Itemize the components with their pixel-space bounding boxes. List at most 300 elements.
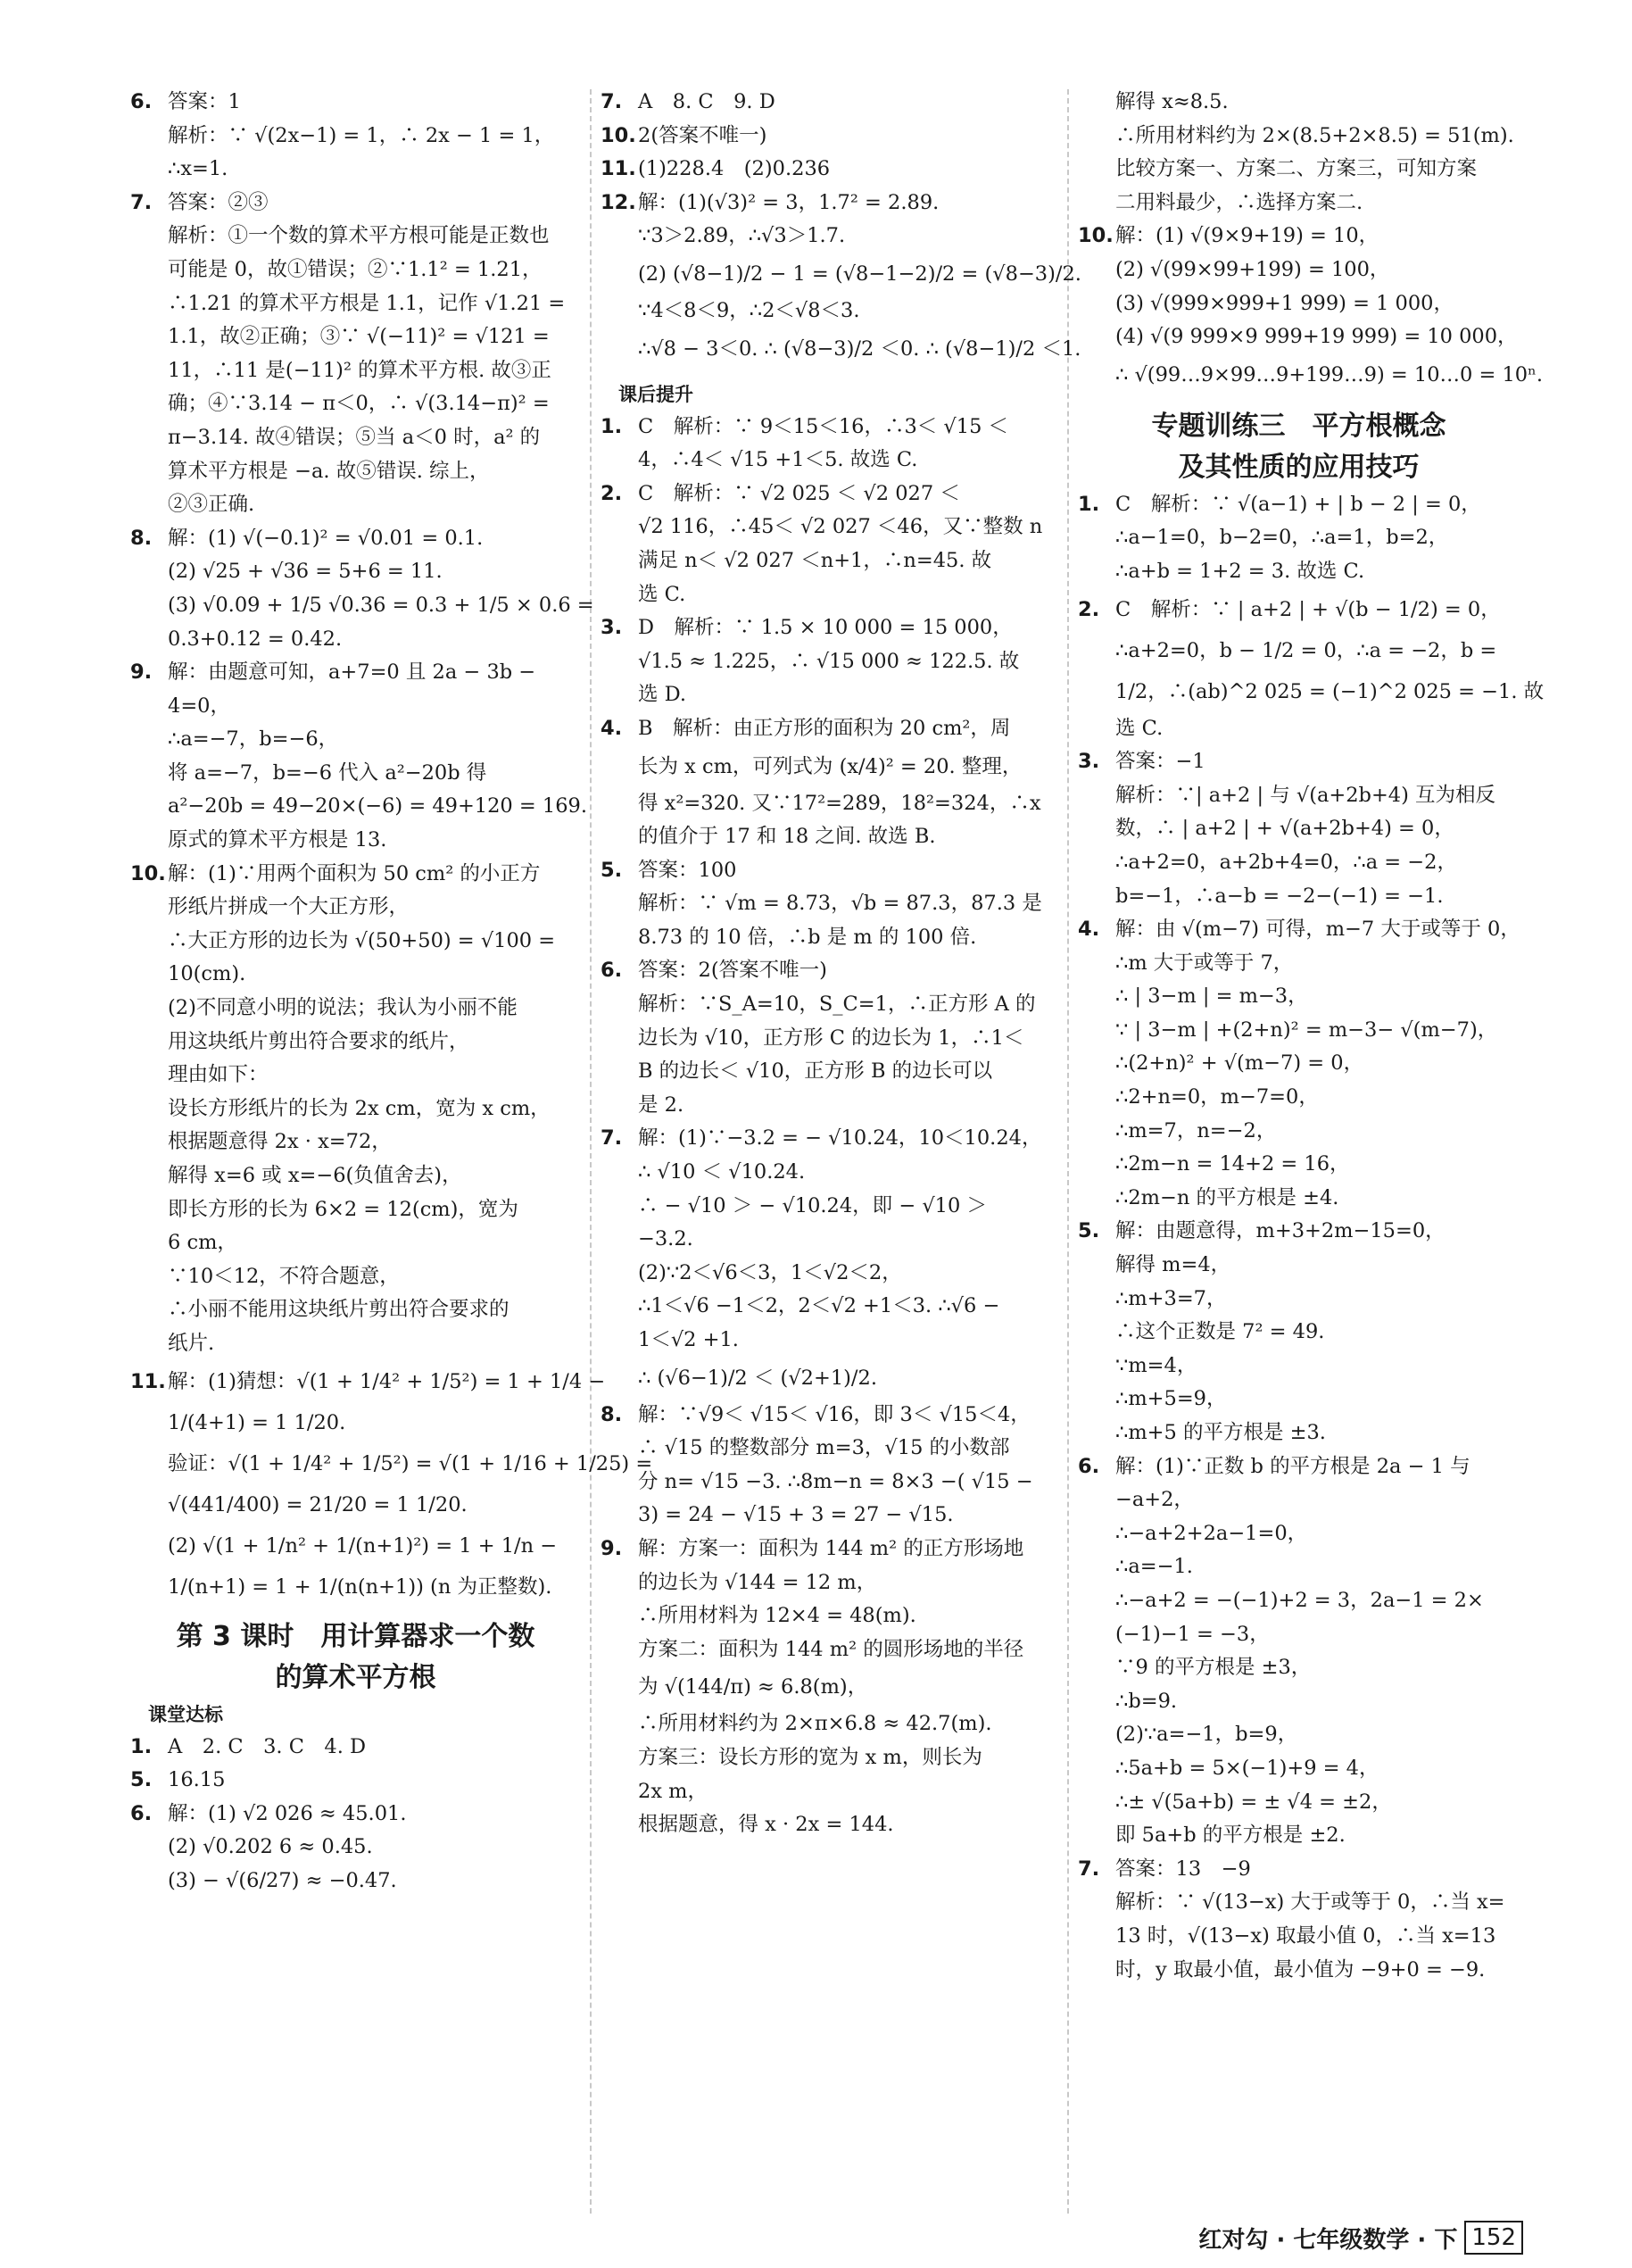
line-text: 原式的算术平方根是 13. xyxy=(168,828,387,852)
answer-line xyxy=(601,820,1060,854)
answer-line xyxy=(601,678,1060,712)
line-text: 解：(1)猜想：√(1 + 1/4² + 1/5²) = 1 + 1/4 − xyxy=(168,1369,606,1393)
column-1 xyxy=(130,86,653,1898)
answer-line xyxy=(1078,1316,1520,1350)
line-text: (3) √0.09 + 1/5 √0.36 = 0.3 + 1/5 × 0.6 = xyxy=(168,593,594,617)
answer-line xyxy=(1078,1786,1520,1820)
line-text: C 解析：∵ 9＜15＜16，∴3＜ √15 ＜ xyxy=(638,414,1009,438)
answer-line xyxy=(1078,187,1520,220)
line-text: (2)∵2＜√6＜3，1＜√2＜2， xyxy=(638,1260,902,1284)
question-number: 2. xyxy=(601,481,623,505)
answer-line xyxy=(1078,320,1520,354)
line-text: ∴ (√6−1)/2 ＜ (√2+1)/2. xyxy=(638,1366,877,1390)
line-text: ∴a=−7，b=−6， xyxy=(168,727,339,752)
line-text: A 8. C 9. D xyxy=(638,90,775,113)
question-number: 7. xyxy=(130,190,153,214)
answer-line xyxy=(130,1525,581,1566)
answer-line xyxy=(1078,1550,1520,1584)
answer-line xyxy=(130,1026,581,1059)
question-number: 6. xyxy=(601,959,623,983)
line-text: 确；④∵3.14 − π＜0，∴ √(3.14−π)² = xyxy=(168,392,550,416)
line-text: 解：(1)(√3)² = 3，1.7² = 2.89. xyxy=(638,190,940,214)
line-text: 时，y 取最小值，最小值为 −9+0 = −9. xyxy=(1115,1957,1486,1981)
line-text: ∴b=9. xyxy=(1115,1689,1178,1713)
answer-line xyxy=(130,1484,581,1525)
line-text: 4=0， xyxy=(168,694,230,718)
answer-line xyxy=(130,1193,581,1227)
question-line xyxy=(1078,913,1520,947)
line-text: ∴m+3=7， xyxy=(1115,1286,1227,1310)
answer-line xyxy=(601,1324,1060,1358)
question-number: 2. xyxy=(1078,597,1100,621)
answer-line xyxy=(130,992,581,1026)
column-2 xyxy=(601,86,1081,1842)
question-line xyxy=(601,187,1060,220)
question-line xyxy=(1078,589,1520,630)
answer-line xyxy=(130,455,581,489)
question-number: 5. xyxy=(601,858,623,882)
line-text: ∵ | 3−m | +(2+n)² = m−3− √(m−7)， xyxy=(1115,1018,1498,1042)
line-text: 可能是 0，故①错误；②∵1.1² = 1.21， xyxy=(168,257,543,281)
question-line xyxy=(601,478,1060,511)
answer-line xyxy=(601,1089,1060,1123)
line-text: 得 x²=320. 又∵17²=289，18²=324，∴x xyxy=(638,791,1041,815)
line-text: (−1)−1 = −3， xyxy=(1115,1622,1270,1646)
question-line xyxy=(601,411,1060,444)
answer-line xyxy=(601,328,1081,370)
line-text: 为 √(144/π) ≈ 6.8(m)， xyxy=(638,1675,868,1699)
line-text: ∴ √10 ＜ √10.24. xyxy=(638,1160,806,1184)
question-number: 1. xyxy=(1078,492,1100,516)
line-text: 2x m， xyxy=(638,1779,708,1803)
line-text: 方案二：面积为 144 m² 的圆形场地的半径 xyxy=(638,1637,1024,1661)
answer-line xyxy=(601,1499,1060,1533)
answer-line xyxy=(601,1466,1060,1500)
question-number: 8. xyxy=(601,1402,623,1426)
answer-line xyxy=(130,1293,581,1327)
line-text: 验证：√(1 + 1/4² + 1/5²) = √(1 + 1/16 + 1/25) = xyxy=(168,1451,653,1475)
line-text: (4) √(9 999×9 999+19 999) = 10 000， xyxy=(1115,325,1518,349)
line-text: ∴m+5=9， xyxy=(1115,1387,1227,1411)
answer-line xyxy=(601,511,1060,544)
answer-line xyxy=(130,120,581,154)
question-number: 11. xyxy=(601,157,636,181)
line-text: 2(答案不唯一) xyxy=(638,123,767,147)
line-text: ∵3＞2.89，∴√3＞1.7. xyxy=(638,224,846,248)
answer-line xyxy=(1078,880,1520,914)
answer-line xyxy=(1078,354,1543,395)
line-text: π−3.14. 故④错误；⑤当 a＜0 时，a² 的 xyxy=(168,425,541,449)
answer-line xyxy=(1078,1920,1520,1954)
answer-line xyxy=(601,787,1060,821)
question-line xyxy=(601,854,1060,888)
line-text: (3) − √(6/27) ≈ −0.47. xyxy=(168,1868,397,1892)
answer-line xyxy=(130,1260,581,1294)
line-text: ∴所用材料为 12×4 = 48(m). xyxy=(638,1604,916,1628)
answer-line xyxy=(601,1432,1060,1466)
line-text: 解：(1) √2 026 ≈ 45.01. xyxy=(168,1801,407,1825)
line-text: 答案：100 xyxy=(638,858,737,882)
line-text: 选 C. xyxy=(1115,716,1164,740)
line-text: ∴2m−n 的平方根是 ±4. xyxy=(1115,1185,1339,1209)
question-line xyxy=(601,712,1060,746)
answer-line xyxy=(130,958,581,992)
line-text: ∴大正方形的边长为 √(50+50) = √100 = xyxy=(168,928,556,952)
line-text: a²−20b = 49−20×(−6) = 49+120 = 169. xyxy=(168,794,588,818)
column-3 xyxy=(1078,86,1545,1987)
question-number: 9. xyxy=(601,1536,623,1560)
line-text: C 解析：∵ √(a−1) + | b − 2 | = 0， xyxy=(1115,492,1481,516)
line-text: 解：由 √(m−7) 可得，m−7 大于或等于 0， xyxy=(1115,918,1520,942)
line-text: 解析：∵ √(2x−1) = 1，∴ 2x − 1 = 1， xyxy=(168,123,555,147)
answer-line xyxy=(1078,1685,1520,1719)
question-line xyxy=(130,656,581,690)
answer-line xyxy=(1078,1115,1520,1149)
line-text: ∴a+2=0，b − 1/2 = 0，∴a = −2，b = xyxy=(1115,638,1497,662)
answer-line xyxy=(130,287,581,321)
line-text: 13 时，√(13−x) 取最小值 0，∴当 x=13 xyxy=(1115,1923,1496,1948)
line-text: 1/2，∴(ab)^2 025 = (−1)^2 025 = −1. 故 xyxy=(1115,679,1545,703)
line-text: ②③正确. xyxy=(168,493,255,517)
line-text: 解：(1) √(9×9+19) = 10， xyxy=(1115,224,1379,248)
answer-line xyxy=(1078,1954,1520,1988)
question-line xyxy=(601,86,1060,120)
question-number: 10. xyxy=(130,861,166,885)
line-text: √1.5 ≈ 1.225，∴ √15 000 ≈ 122.5. 故 xyxy=(638,649,1020,673)
line-text: ∵4＜8＜9，∴2＜√8＜3. xyxy=(638,298,860,322)
line-text: (2) √(1 + 1/n² + 1/(n+1)²) = 1 + 1/n − xyxy=(168,1533,558,1558)
answer-line xyxy=(1078,980,1520,1014)
line-text: 形纸片拼成一个大正方形， xyxy=(168,895,410,919)
line-text: 分 n= √15 −3. ∴8m−n = 8×3 −( √15 − xyxy=(638,1469,1033,1493)
answer-line xyxy=(1078,1047,1520,1081)
line-text: 11，∴11 是(−11)² 的算术平方根. 故③正 xyxy=(168,358,551,382)
question-number: 7. xyxy=(1078,1857,1100,1881)
answer-line xyxy=(601,746,1060,787)
line-text: 6 cm， xyxy=(168,1231,237,1255)
line-text: ∴√8 − 3＜0. ∴ (√8−3)/2 ＜0. ∴ (√8−1)/2 ＜1. xyxy=(638,336,1081,361)
line-text: (2) √25 + √36 = 5+6 = 11. xyxy=(168,560,443,584)
line-text: ∴这个正数是 7² = 49. xyxy=(1115,1320,1325,1344)
answer-line xyxy=(130,757,581,791)
question-line xyxy=(130,522,581,556)
answer-line xyxy=(130,723,581,757)
line-text: ∴−a+2+2a−1=0， xyxy=(1115,1521,1308,1545)
line-text: 解：方案一：面积为 144 m² 的正方形场地 xyxy=(638,1536,1024,1560)
answer-line xyxy=(130,925,581,959)
line-text: 解：(1)∵−3.2 = − √10.24，10＜10.24， xyxy=(638,1126,1042,1151)
line-text: 纸片. xyxy=(168,1331,215,1355)
line-text: (2) √(99×99+199) = 100， xyxy=(1115,257,1390,281)
line-text: 16.15 xyxy=(168,1768,226,1792)
line-text: 答案：−1 xyxy=(1115,750,1205,774)
line-text: 答案：②③ xyxy=(168,190,269,214)
question-number: 10. xyxy=(601,123,636,147)
line-text: D 解析：∵ 1.5 × 10 000 = 15 000， xyxy=(638,616,1013,640)
line-text: 用这块纸片剪出符合要求的纸片， xyxy=(168,1029,469,1053)
answer-line xyxy=(130,1402,581,1443)
line-text: 解析：①一个数的算术平方根可能是正数也 xyxy=(168,224,550,248)
answer-line xyxy=(1078,1584,1520,1618)
line-text: 算术平方根是 −a. 故⑤错误. 综上， xyxy=(168,459,490,483)
question-line xyxy=(130,858,581,892)
question-number: 4. xyxy=(1078,918,1100,942)
answer-line xyxy=(130,1092,581,1126)
answer-line xyxy=(1078,1283,1520,1317)
answer-line xyxy=(1078,812,1520,846)
page-footer xyxy=(1198,2221,1523,2255)
question-number: 4. xyxy=(601,716,623,740)
question-number: 11. xyxy=(130,1369,166,1393)
line-text: ∴m=7，n=−2， xyxy=(1115,1118,1277,1142)
answer-line xyxy=(1078,555,1520,589)
line-text: ∴小丽不能用这块纸片剪出符合要求的 xyxy=(168,1298,509,1322)
line-text: 解得 m=4， xyxy=(1115,1253,1231,1277)
line-text: ∴5a+b = 5×(−1)+9 = 4， xyxy=(1115,1756,1379,1780)
answer-line xyxy=(130,555,581,589)
question-line xyxy=(1078,220,1520,253)
topic-title xyxy=(1078,406,1520,488)
question-line xyxy=(601,1399,1060,1433)
answer-line xyxy=(1078,86,1520,120)
answer-line xyxy=(601,645,1060,679)
line-text: 是 2. xyxy=(638,1092,684,1117)
answer-line xyxy=(601,988,1060,1022)
line-text: 根据题意，得 x · 2x = 144. xyxy=(638,1813,894,1837)
column-divider-2 xyxy=(1067,89,1069,2214)
answer-line xyxy=(601,544,1060,578)
answer-line xyxy=(601,1055,1060,1089)
topic-title-line-2: 及其性质的应用技巧 xyxy=(1178,451,1420,483)
line-text: 10(cm). xyxy=(168,962,246,986)
answer-line xyxy=(1078,1752,1520,1786)
line-text: 1.1，故②正确；③∵ √(−11)² = √121 = xyxy=(168,325,550,349)
question-number: 6. xyxy=(130,1801,153,1825)
answer-line xyxy=(601,578,1060,612)
answer-line xyxy=(1078,1819,1520,1853)
question-number: 1. xyxy=(601,414,623,438)
answer-line xyxy=(601,1666,1060,1707)
answer-line xyxy=(130,220,581,253)
lesson-title xyxy=(130,1616,581,1699)
answer-line xyxy=(130,1059,581,1092)
answer-line xyxy=(1078,712,1520,746)
question-number: 9. xyxy=(130,660,153,685)
answer-line xyxy=(1078,1081,1520,1115)
line-text: ∵m=4， xyxy=(1115,1353,1197,1377)
line-text: 解析：∵ √m = 8.73，√b = 87.3，87.3 是 xyxy=(638,892,1042,916)
line-text: B 解析：由正方形的面积为 20 cm²，周 xyxy=(638,716,1011,740)
line-text: ∴1.21 的算术平方根是 1.1，记作 √1.21 = xyxy=(168,291,566,315)
line-text: 数，∴ | a+2 | + √(a+2b+4) = 0， xyxy=(1115,817,1454,841)
answer-line xyxy=(1078,630,1520,671)
line-text: (1)228.4 (2)0.236 xyxy=(638,157,831,181)
line-text: ∴2+n=0，m−7=0， xyxy=(1115,1085,1319,1109)
section-heading: 课后提升 xyxy=(601,378,1060,411)
question-line xyxy=(130,1764,581,1798)
answer-line xyxy=(601,1808,1060,1842)
answer-line xyxy=(601,1566,1060,1600)
line-text: ∴m+5 的平方根是 ±3. xyxy=(1115,1421,1326,1444)
answer-line xyxy=(1078,1886,1520,1920)
lesson-title-line-1: 第 3 课时 用计算器求一个数 xyxy=(176,1620,535,1652)
line-text: 的边长为 √144 = 12 m， xyxy=(638,1570,877,1594)
question-number: 5. xyxy=(130,1768,153,1792)
line-text: B 的边长＜ √10，正方形 B 的边长可以 xyxy=(638,1059,993,1084)
line-text: 解得 x≈8.5. xyxy=(1115,90,1229,113)
line-text: ∴a=−1. xyxy=(1115,1555,1193,1579)
answer-line xyxy=(130,824,581,858)
answer-line xyxy=(1078,521,1520,555)
answer-line xyxy=(1078,1182,1520,1216)
line-text: 8.73 的 10 倍，∴b 是 m 的 100 倍. xyxy=(638,925,977,949)
answer-line xyxy=(601,921,1060,955)
question-line xyxy=(601,120,1060,154)
answer-line xyxy=(1078,1618,1520,1652)
lesson-title-line-2: 的算术平方根 xyxy=(275,1661,436,1693)
line-text: 1＜√2 +1. xyxy=(638,1328,739,1351)
question-number: 7. xyxy=(601,1126,623,1151)
line-text: 将 a=−7，b=−6 代入 a²−20b 得 xyxy=(168,760,487,785)
answer-line xyxy=(130,153,581,187)
answer-line xyxy=(1078,1383,1520,1416)
line-text: ∴x=1. xyxy=(168,157,228,181)
answer-line xyxy=(601,887,1060,921)
line-text: ∴1＜√6 −1＜2，2＜√2 +1＜3. ∴√6 − xyxy=(638,1294,1000,1318)
line-text: −a+2， xyxy=(1115,1488,1194,1512)
answer-line xyxy=(130,1443,653,1484)
question-line xyxy=(1078,488,1520,522)
answer-line xyxy=(130,421,581,455)
question-number: 6. xyxy=(130,90,153,113)
question-number: 10. xyxy=(1078,224,1114,248)
answer-line xyxy=(601,1156,1060,1190)
line-text: ∴所用材料约为 2×(8.5+2×8.5) = 51(m). xyxy=(1115,123,1514,147)
line-text: 根据题意得 2x · x=72， xyxy=(168,1130,392,1154)
answer-line xyxy=(130,320,581,354)
line-text: b=−1，∴a−b = −2−(−1) = −1. xyxy=(1115,884,1444,908)
line-text: 二用料最少，∴选择方案二. xyxy=(1115,190,1363,214)
question-number: 8. xyxy=(130,526,153,550)
answer-line xyxy=(1078,1718,1520,1752)
answer-line xyxy=(1078,1517,1520,1551)
line-text: 解析：∵| a+2 | 与 √(a+2b+4) 互为相反 xyxy=(1115,783,1496,807)
line-text: (3) √(999×999+1 999) = 1 000， xyxy=(1115,291,1454,315)
line-text: ∴ √(99…9×99…9+199…9) = 10…0 = 10ⁿ. xyxy=(1115,362,1543,386)
answer-line xyxy=(1078,153,1520,187)
answer-line xyxy=(601,1599,1060,1633)
line-text: ∴a+b = 1+2 = 3. 故选 C. xyxy=(1115,559,1365,583)
answer-line xyxy=(130,1327,581,1361)
answer-line xyxy=(130,1126,581,1159)
topic-title-line-1: 专题训练三 平方根概念 xyxy=(1151,410,1446,442)
line-text: ∴± √(5a+b) = ± √4 = ±2， xyxy=(1115,1790,1392,1814)
line-text: 答案：1 xyxy=(168,90,241,113)
answer-line xyxy=(130,387,581,421)
question-line xyxy=(130,1731,581,1765)
answer-line xyxy=(601,1775,1060,1809)
answer-line xyxy=(1078,846,1520,880)
answer-line xyxy=(1078,1416,1520,1450)
question-line xyxy=(130,187,581,220)
book-title: 红对勾 · 七年级数学 · 下 xyxy=(1198,2226,1458,2254)
line-text: 解：∵√9＜ √15＜ √16，即 3＜ √15＜4， xyxy=(638,1402,1031,1426)
line-text: √2 116，∴45＜ √2 027 ＜46，又∵整数 n xyxy=(638,515,1043,539)
answer-line xyxy=(130,623,581,657)
line-text: 理由如下： xyxy=(168,1063,269,1087)
answer-line xyxy=(130,1226,581,1260)
line-text: ∴2m−n = 14+2 = 16， xyxy=(1115,1152,1350,1176)
question-number: 5. xyxy=(1078,1219,1100,1243)
question-number: 7. xyxy=(601,90,623,113)
answer-line xyxy=(601,1741,1060,1775)
question-line xyxy=(1078,1450,1520,1484)
line-text: ∴所用材料约为 2×π×6.8 ≈ 42.7(m). xyxy=(638,1712,992,1736)
question-line xyxy=(601,1122,1060,1156)
question-line xyxy=(601,1533,1060,1566)
line-text: ∵10＜12，不符合题意， xyxy=(168,1264,400,1288)
answer-line xyxy=(601,1190,1060,1224)
line-text: (2)∵a=−1，b=9， xyxy=(1115,1723,1298,1747)
line-text: (2) (√8−1)/2 − 1 = (√8−1−2)/2 = (√8−3)/2. xyxy=(638,262,1081,286)
line-text: 选 C. xyxy=(638,582,686,606)
answer-line xyxy=(1078,1148,1520,1182)
question-line xyxy=(1078,1215,1520,1249)
line-text: 解：(1)∵正数 b 的平方根是 2a − 1 与 xyxy=(1115,1454,1470,1478)
answer-line xyxy=(130,1566,581,1608)
answer-line xyxy=(601,1707,1060,1741)
line-text: 解：(1)∵用两个面积为 50 cm² 的小正方 xyxy=(168,861,541,885)
line-text: 解：(1) √(−0.1)² = √0.01 = 0.1. xyxy=(168,526,484,550)
question-number: 6. xyxy=(1078,1454,1100,1478)
line-text: √(441/400) = 21/20 = 1 1/20. xyxy=(168,1492,468,1516)
line-text: 满足 n＜ √2 027 ＜n+1，∴n=45. 故 xyxy=(638,548,992,572)
answer-line xyxy=(601,1223,1060,1257)
line-text: −3.2. xyxy=(638,1227,693,1251)
line-text: 即 5a+b 的平方根是 ±2. xyxy=(1115,1824,1346,1848)
line-text: 解：由题意可知，a+7=0 且 2a − 3b − xyxy=(168,660,536,685)
line-text: ∴ √15 的整数部分 m=3，√15 的小数部 xyxy=(638,1436,1010,1460)
page-number: 152 xyxy=(1464,2221,1523,2255)
answer-line xyxy=(130,790,588,824)
line-text: ∴a+2=0，a+2b+4=0，∴a = −2， xyxy=(1115,850,1457,874)
answer-line xyxy=(130,488,581,522)
answer-line xyxy=(130,1831,581,1865)
line-text: ∵9 的平方根是 ±3， xyxy=(1115,1656,1312,1680)
question-line xyxy=(601,954,1060,988)
question-number: 12. xyxy=(601,190,636,214)
answer-line xyxy=(130,589,594,623)
line-text: A 2. C 3. C 4. D xyxy=(168,1734,367,1758)
question-line xyxy=(1078,1853,1520,1887)
answer-line xyxy=(130,1159,581,1193)
answer-line xyxy=(601,1633,1060,1667)
answer-line xyxy=(1078,253,1520,287)
answer-line xyxy=(1078,287,1520,321)
question-number: 3. xyxy=(1078,750,1100,774)
line-text: 即长方形的长为 6×2 = 12(cm)，宽为 xyxy=(168,1197,518,1221)
line-text: (2)不同意小明的说法；我认为小丽不能 xyxy=(168,996,518,1020)
answer-line xyxy=(601,1022,1060,1056)
answer-line xyxy=(601,444,1060,478)
line-text: 1/(n+1) = 1 + 1/(n(n+1)) (n 为正整数). xyxy=(168,1574,552,1599)
answer-line xyxy=(130,891,581,925)
line-text: 边长为 √10，正方形 C 的边长为 1，∴1＜ xyxy=(638,1026,1024,1050)
answer-line xyxy=(601,1257,1060,1291)
line-text: 0.3+0.12 = 0.42. xyxy=(168,627,343,651)
line-text: ∴ − √10 ＞ − √10.24，即 − √10 ＞ xyxy=(638,1193,987,1217)
line-text: 选 D. xyxy=(638,683,687,707)
